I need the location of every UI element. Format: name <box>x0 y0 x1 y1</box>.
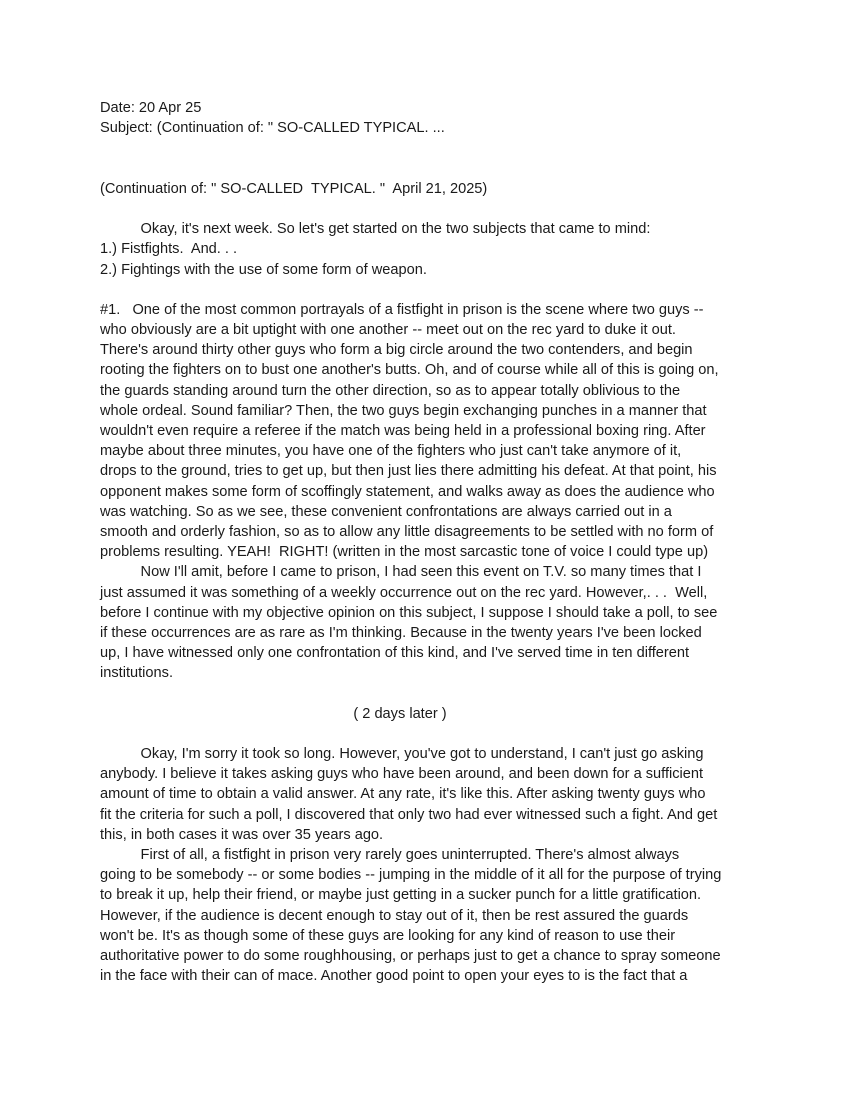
body-line: if these occurrences are as rare as I'm thinking. Because in the twenty years I've been locked <box>100 624 702 641</box>
body-line: going to be somebody -- or some bodies -- jumping in the middle of it all for the purpose of trying <box>100 867 722 884</box>
intro-line: (Continuation of: " SO-CALLED TYPICAL. " April 21, 2025) <box>100 180 488 197</box>
spacer <box>100 724 750 744</box>
paragraph-section1b <box>100 562 750 683</box>
paragraph-section2b <box>100 845 750 986</box>
body-line: before I continue with my objective opinion on this subject, I suppose I should take a poll, to see <box>100 604 718 621</box>
spacer <box>100 683 750 703</box>
body-line: First of all, a fistfight in prison very rarely goes uninterrupted. There's almost always <box>100 846 680 863</box>
body-line: this, in both cases it was over 35 years ago. <box>100 826 384 843</box>
body-line: whole ordeal. Sound familiar? Then, the two guys begin exchanging punches in a manner that <box>100 402 707 419</box>
body-line: the guards standing around turn the other direction, so as to appear totally oblivious to the <box>100 382 681 399</box>
body-line: authoritative power to do some roughhousing, or perhaps just to get a chance to spray someone <box>100 947 721 964</box>
body-line: problems resulting. YEAH! RIGHT! (written in the most sarcastic tone of voice I could type up) <box>100 544 709 561</box>
list-item: 2.) Fightings with the use of some form of weapon. <box>100 261 427 278</box>
body-line: amount of time to obtain a valid answer. At any rate, it's like this. After asking twenty guys who <box>100 786 706 803</box>
spacer <box>100 199 750 219</box>
body-line: institutions. <box>100 665 174 682</box>
body-line: Okay, I'm sorry it took so long. However, you've got to understand, I can't just go asking <box>100 746 704 763</box>
body-line: maybe about three minutes, you have one of the fighters who just can't take anymore of it, <box>100 443 682 460</box>
interlude-line: ( 2 days later ) <box>353 705 447 722</box>
body-line: opponent makes some form of scoffingly statement, and walks away as does the audience who <box>100 483 715 500</box>
body-line: smooth and orderly fashion, so as to allow any little disagreements to be settled with no form of <box>100 523 714 540</box>
list-item: 1.) Fistfights. And. . . <box>100 241 238 258</box>
spacer <box>100 280 750 300</box>
body-line: fit the criteria for such a poll, I discovered that only two had ever witnessed such a fight. And get <box>100 806 718 823</box>
body-line: up, I have witnessed only one confrontation of this kind, and I've served time in ten different <box>100 645 690 662</box>
body-line: There's around thirty other guys who form a big circle around the two contenders, and begin <box>100 342 693 359</box>
body-line: who obviously are a bit uptight with one another -- meet out on the rec yard to duke it out. <box>100 322 676 339</box>
paragraph-section1 <box>100 300 750 562</box>
body-line: Now I'll amit, before I came to prison, I had seen this event on T.V. so many times that I <box>100 564 702 581</box>
body-line: drops to the ground, tries to get up, but then just lies there admitting his defeat. At that point, his <box>100 463 717 480</box>
body-line: just assumed it was something of a weekly occurrence out on the rec yard. However,. . . Well, <box>100 584 708 601</box>
document-page <box>100 98 750 986</box>
body-line: to break it up, help their friend, or maybe just getting in a sucker punch for a little gratification. <box>100 887 702 904</box>
spacer <box>100 138 750 178</box>
header-date: Date: 20 Apr 25 <box>100 100 202 116</box>
body-line: #1. One of the most common portrayals of a fistfight in prison is the scene where two guys -- <box>100 301 704 318</box>
body-line: However, if the audience is decent enough to stay out of it, then be rest assured the guards <box>100 907 689 924</box>
paragraph-section2 <box>100 744 750 845</box>
header-subject: Subject: (Continuation of: " SO-CALLED TYPICAL. ... <box>100 120 445 137</box>
body-line: rooting the fighters on to bust one another's butts. Oh, and of course while all of this is going on, <box>100 362 719 379</box>
body-line: in the face with their can of mace. Another good point to open your eyes to is the fact that a <box>100 968 688 985</box>
body-line: wouldn't even require a referee if the match was being held in a professional boxing ring. After <box>100 423 706 440</box>
opening-line: Okay, it's next week. So let's get started on the two subjects that came to mind: <box>100 221 651 238</box>
body-line: was watching. So as we see, these convenient confrontations are always carried out in a <box>100 503 672 520</box>
body-line: anybody. I believe it takes asking guys who have been around, and been down for a sufficient <box>100 766 704 783</box>
body-line: won't be. It's as though some of these guys are looking for any kind of reason to use their <box>100 927 676 944</box>
